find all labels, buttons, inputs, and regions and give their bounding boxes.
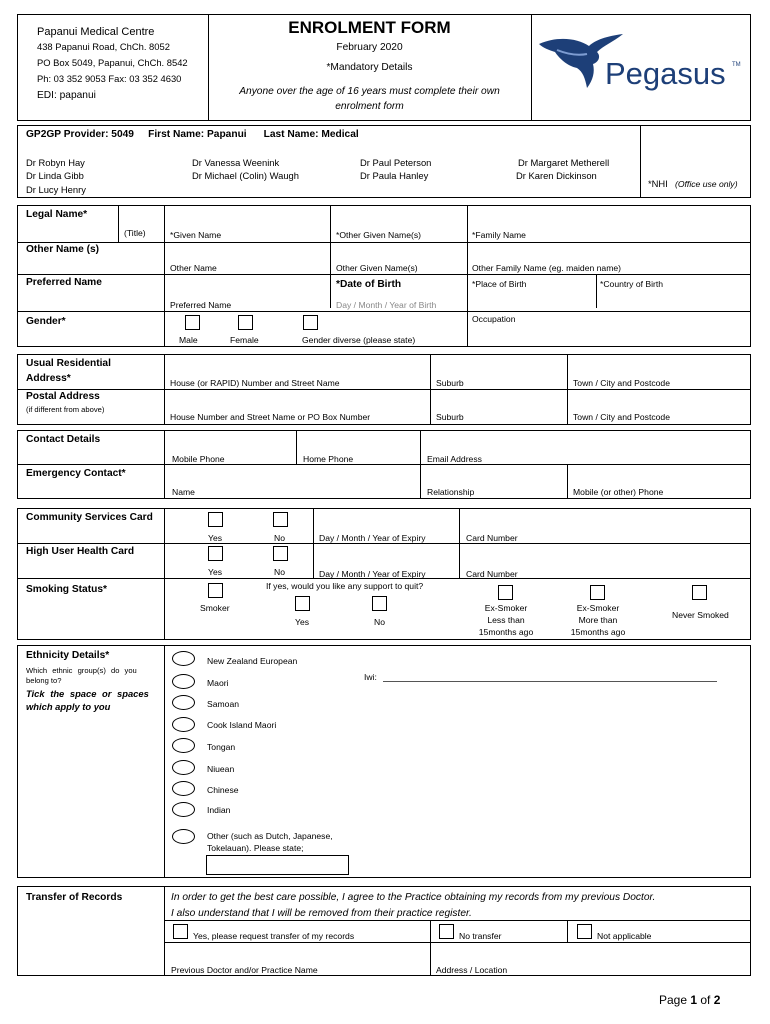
emergency-mobile-divider	[567, 464, 568, 499]
provider-doctor: Dr Paul Peterson	[360, 157, 432, 168]
previous-doctor-field[interactable]: Previous Doctor and/or Practice Name	[171, 965, 318, 975]
quit-no-checkbox[interactable]	[372, 596, 387, 611]
practice-phone-fax: Ph: 03 352 9053 Fax: 03 352 4630	[37, 73, 182, 84]
csc-no-label: No	[274, 533, 285, 543]
form-date: February 2020	[336, 42, 403, 53]
emergency-mobile-field[interactable]: Mobile (or other) Phone	[573, 487, 664, 497]
legal-name-label: Legal Name*	[26, 209, 88, 220]
ex-smoker-more-label-1: Ex-Smoker	[576, 603, 620, 613]
transfer-na-divider	[567, 920, 568, 942]
ethnicity-other-label-2: Tokelauan). Please state;	[207, 843, 304, 853]
transfer-na-label: Not applicable	[597, 931, 652, 941]
family-name-label[interactable]: *Family Name	[472, 230, 526, 240]
suburb-field[interactable]: Suburb	[436, 378, 464, 388]
logo-text: Pegasus	[605, 56, 726, 91]
ex-smoker-more-label-3: 15months ago	[570, 627, 626, 637]
transfer-label-divider	[164, 886, 165, 976]
ethnicity-option-radio[interactable]	[172, 781, 195, 796]
gender-female-label: Female	[230, 335, 259, 345]
mobile-field[interactable]: Mobile Phone	[172, 454, 225, 464]
transfer-consent-2: I also understand that I will be removed from their practice register.	[171, 908, 472, 919]
age-note-line-1: Anyone over the age of 16 years must complete their own	[239, 86, 500, 97]
ethnicity-box	[17, 645, 751, 878]
page-number	[659, 993, 720, 1007]
ex-smoker-less-label-2: Less than	[487, 615, 525, 625]
practice-edi: EDI: papanui	[37, 90, 96, 101]
form-title: ENROLMENT FORM	[288, 18, 451, 37]
birth-divider	[596, 274, 597, 308]
ethnicity-option-radio[interactable]	[172, 738, 195, 753]
gender-diverse-label: Gender diverse (please state)	[302, 335, 416, 345]
ethnicity-question-1: Which ethnic group(s) do you	[26, 666, 137, 675]
ethnicity-other-input[interactable]	[206, 855, 349, 875]
transfer-rule-1	[164, 920, 751, 921]
age-note-line-2: enrolment form	[335, 101, 404, 112]
ethnicity-other-radio[interactable]	[172, 829, 195, 844]
csc-label: Community Services Card	[26, 512, 153, 523]
preferred-name-field[interactable]: Preferred Name	[170, 300, 232, 310]
dob-format[interactable]: Day / Month / Year of Birth	[336, 300, 437, 310]
house-street-field[interactable]: House (or RAPID) Number and Street Name	[170, 378, 340, 388]
practice-address-2: PO Box 5049, Papanui, ChCh. 8542	[37, 57, 188, 68]
practice-address-1: 438 Papanui Road, ChCh. 8052	[37, 41, 170, 52]
provider-doctor: Dr Vanessa Weenink	[192, 157, 280, 168]
ethnicity-option-label: New Zealand European	[207, 656, 298, 666]
transfer-no-checkbox[interactable]	[439, 924, 454, 939]
contact-label: Contact Details	[26, 434, 101, 445]
ex-smoker-less-label-3: 15months ago	[478, 627, 534, 637]
ex-smoker-less-label-1: Ex-Smoker	[484, 603, 528, 613]
ethnicity-option-radio[interactable]	[172, 717, 195, 732]
gender-female-checkbox[interactable]	[238, 315, 253, 330]
huhc-no-label: No	[274, 567, 285, 577]
gender-diverse-checkbox[interactable]	[303, 315, 318, 330]
ethnicity-other-label-1: Other (such as Dutch, Japanese,	[207, 831, 333, 841]
ethnicity-option-radio[interactable]	[172, 695, 195, 710]
title-divider-left	[118, 205, 119, 242]
quit-yes-label: Yes	[295, 617, 310, 627]
other-given-names-label[interactable]: *Other Given Name(s)	[336, 230, 422, 240]
country-of-birth-field[interactable]: *Country of Birth	[600, 279, 664, 289]
home-divider	[296, 430, 297, 464]
transfer-rule-2	[164, 942, 751, 943]
nhi-divider	[640, 125, 641, 198]
residential-label-2: Address*	[26, 373, 71, 384]
provider-doctor: Dr Lucy Henry	[26, 184, 86, 195]
ethnicity-option-label: Chinese	[207, 785, 239, 795]
other-family-name-field[interactable]: Other Family Name (eg. maiden name)	[472, 263, 622, 273]
address-location-field[interactable]: Address / Location	[436, 965, 508, 975]
ethnicity-option-label: Samoan	[207, 699, 240, 709]
csc-no-checkbox[interactable]	[273, 512, 288, 527]
ethnicity-option-label: Tongan	[207, 742, 236, 752]
personal-rule-3	[17, 311, 751, 312]
mandatory-note: *Mandatory Details	[326, 62, 413, 73]
never-smoked-checkbox[interactable]	[692, 585, 707, 600]
place-of-birth-field[interactable]: *Place of Birth	[472, 279, 527, 289]
provider-doctor: Dr Karen Dickinson	[516, 170, 597, 181]
huhc-yes-checkbox[interactable]	[208, 546, 223, 561]
page-of: of	[697, 993, 714, 1007]
family-divider	[467, 205, 468, 347]
transfer-consent-1: In order to get the best care possible, I agree to the Practice obtaining my records from my previous Doctor.	[171, 892, 656, 903]
residential-label-1: Usual Residential	[26, 358, 111, 369]
ethnicity-option-label: Niuean	[207, 764, 235, 774]
gender-male-label: Male	[179, 335, 198, 345]
gender-male-checkbox[interactable]	[185, 315, 200, 330]
page-total: 2	[713, 993, 721, 1007]
nhi-note: (Office use only)	[675, 179, 738, 189]
title-label: (Title)	[124, 228, 146, 238]
csc-yes-checkbox[interactable]	[208, 512, 223, 527]
transfer-yes-label: Yes, please request transfer of my records	[193, 931, 355, 941]
ethnicity-option-radio[interactable]	[172, 651, 195, 666]
logo-tm: TM	[732, 62, 741, 68]
home-phone-field[interactable]: Home Phone	[303, 454, 354, 464]
postal-suburb-field[interactable]: Suburb	[436, 412, 464, 422]
huhc-yes-label: Yes	[208, 567, 223, 577]
transfer-no-divider	[430, 920, 431, 976]
huhc-no-checkbox[interactable]	[273, 546, 288, 561]
town-field[interactable]: Town / City and Postcode	[573, 378, 670, 388]
transfer-label: Transfer of Records	[26, 892, 123, 903]
huhc-expiry-field[interactable]: Day / Month / Year of Expiry	[319, 569, 426, 579]
huhc-label: High User Health Card	[26, 546, 135, 557]
nhi-label: *NHI	[648, 178, 668, 189]
preferred-name-label: Preferred Name	[26, 277, 102, 288]
ethnicity-option-radio[interactable]	[172, 760, 195, 775]
quit-no-label: No	[374, 617, 385, 627]
cards-rule-1	[17, 543, 751, 544]
ethnicity-question-2: belong to?	[26, 676, 62, 685]
ethnicity-instruction-1: Tick the space or spaces	[26, 688, 149, 699]
ethnicity-label: Ethnicity Details*	[26, 650, 110, 661]
ethnicity-option-label: Cook Island Maori	[207, 720, 277, 730]
ex-smoker-more-checkbox[interactable]	[590, 585, 605, 600]
smoker-checkbox[interactable]	[208, 583, 223, 598]
dob-label: *Date of Birth	[336, 279, 402, 290]
csc-card-number-field[interactable]: Card Number	[466, 533, 518, 543]
csc-yes-label: Yes	[208, 533, 223, 543]
never-smoked-label: Never Smoked	[672, 610, 729, 620]
iwi-line[interactable]	[383, 681, 717, 682]
page-prefix: Page	[659, 993, 691, 1007]
ethnicity-option-radio[interactable]	[172, 802, 195, 817]
ethnicity-option-radio[interactable]	[172, 674, 195, 689]
emergency-name-field[interactable]: Name	[172, 487, 195, 497]
page-current: 1	[690, 993, 698, 1007]
other-names-label: Other Name (s)	[26, 244, 100, 255]
smoking-label: Smoking Status*	[26, 584, 107, 595]
other-name-field[interactable]: Other Name	[170, 263, 217, 273]
csc-expiry-field[interactable]: Day / Month / Year of Expiry	[319, 533, 426, 543]
practice-name: Papanui Medical Centre	[37, 26, 155, 38]
emergency-label: Emergency Contact*	[26, 468, 126, 479]
header-divider-2	[531, 14, 532, 121]
ethnicity-option-label: Indian	[207, 805, 231, 815]
huhc-card-number-field[interactable]: Card Number	[466, 569, 518, 579]
postal-label: Postal Address	[26, 391, 100, 402]
occupation-field[interactable]: Occupation	[472, 314, 516, 324]
postal-town-field[interactable]: Town / City and Postcode	[573, 412, 670, 422]
postal-house-field[interactable]: House Number and Street Name or PO Box Number	[170, 412, 371, 422]
provider-doctor: Dr Linda Gibb	[26, 170, 84, 181]
other-given-names-field[interactable]: Other Given Name(s)	[336, 263, 418, 273]
address-rule	[17, 389, 751, 390]
transfer-yes-checkbox[interactable]	[173, 924, 188, 939]
smoker-label: Smoker	[200, 603, 230, 613]
personal-box	[17, 205, 751, 347]
provider-doctor: Dr Robyn Hay	[26, 157, 85, 168]
relationship-field[interactable]: Relationship	[427, 487, 475, 497]
pegasus-logo	[537, 30, 747, 105]
email-field[interactable]: Email Address	[427, 454, 482, 464]
ethnicity-option-label: Maori	[207, 678, 229, 688]
ex-smoker-less-checkbox[interactable]	[498, 585, 513, 600]
cards-label-divider	[164, 508, 165, 640]
transfer-na-checkbox[interactable]	[577, 924, 592, 939]
provider-doctor: Dr Margaret Metherell	[518, 157, 610, 168]
provider-doctor: Dr Paula Hanley	[360, 170, 429, 181]
personal-rule-2	[17, 274, 751, 275]
given-name-label[interactable]: *Given Name	[170, 230, 222, 240]
ethnicity-instruction-2: which apply to you	[26, 701, 111, 712]
gender-label: Gender*	[26, 316, 66, 327]
provider-line: GP2GP Provider: 5049 First Name: Papanui Last Name: Medical	[26, 129, 359, 140]
personal-label-divider	[164, 242, 165, 347]
given-divider	[330, 205, 331, 308]
quit-question: If yes, would you like any support to quit?	[266, 581, 424, 591]
title-divider-right	[164, 205, 165, 242]
quit-yes-checkbox[interactable]	[295, 596, 310, 611]
personal-rule-1	[17, 242, 751, 243]
provider-doctor: Dr Michael (Colin) Waugh	[192, 170, 299, 181]
ex-smoker-more-label-2: More than	[578, 615, 618, 625]
transfer-no-label: No transfer	[459, 931, 502, 941]
contact-rule	[17, 464, 751, 465]
ethnicity-label-divider	[164, 645, 165, 878]
iwi-label: Iwi:	[364, 672, 377, 682]
postal-note: (if different from above)	[26, 405, 105, 414]
